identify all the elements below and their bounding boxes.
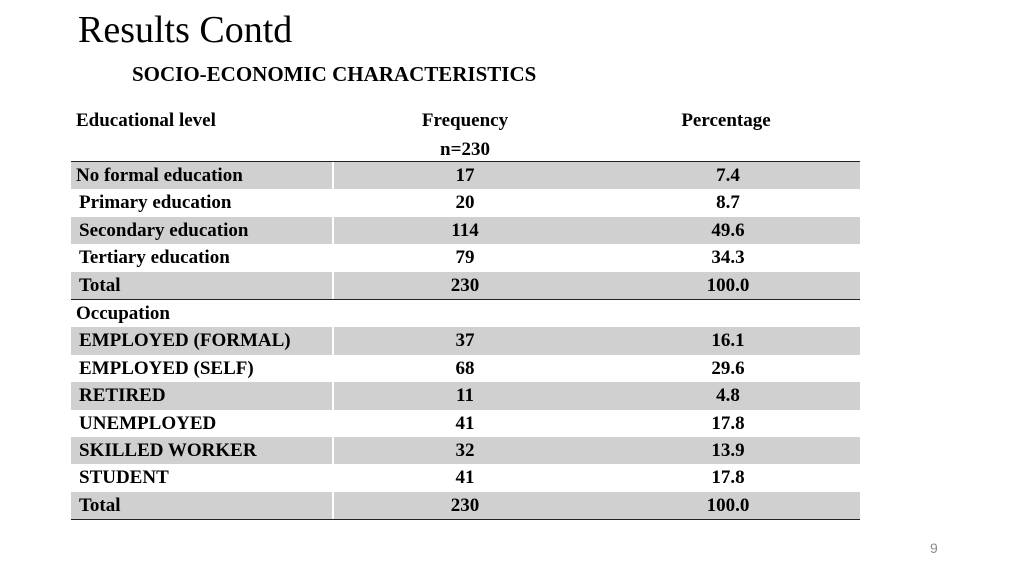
row-percentage: 13.9 (596, 437, 860, 464)
table-header (71, 106, 860, 162)
section-label: Occupation (76, 302, 170, 324)
row-label: Total (71, 272, 332, 299)
row-label: Secondary education (71, 217, 332, 244)
table-row (71, 189, 860, 216)
table-row (71, 464, 860, 491)
row-label: Primary education (79, 192, 232, 214)
table-row (71, 355, 860, 382)
row-frequency: 68 (455, 357, 475, 379)
row-percentage: 100.0 (596, 272, 860, 299)
table-row (71, 382, 860, 409)
header-educational-level: Educational level (76, 110, 216, 131)
row-label: RETIRED (71, 382, 332, 409)
row-label: STUDENT (79, 467, 169, 489)
row-percentage: 49.6 (596, 217, 860, 244)
table-row (71, 244, 860, 271)
row-label: Tertiary education (79, 247, 230, 269)
section-heading-occupation (71, 300, 860, 327)
row-percentage: 17.8 (711, 412, 745, 434)
header-frequency: Frequency (421, 110, 509, 131)
row-percentage: 17.8 (711, 467, 745, 489)
row-frequency: 41 (455, 467, 475, 489)
row-frequency: 79 (455, 247, 475, 269)
row-label: UNEMPLOYED (79, 412, 217, 434)
row-frequency: 230 (334, 492, 596, 519)
row-percentage: 29.6 (711, 357, 745, 379)
header-percentage: Percentage (681, 110, 771, 131)
row-frequency: 230 (334, 272, 596, 299)
slide-subtitle: SOCIO-ECONOMIC CHARACTERISTICS (132, 62, 537, 86)
header-sample-size: n=230 (440, 139, 490, 160)
row-label: Total (71, 492, 332, 519)
slide-title: Results Contd (78, 9, 293, 51)
row-percentage: 7.4 (596, 162, 860, 189)
row-label: No formal education (71, 162, 332, 189)
table-row-total (71, 492, 860, 520)
row-frequency: 17 (334, 162, 596, 189)
row-frequency: 37 (334, 327, 596, 354)
row-label: EMPLOYED (SELF) (79, 357, 254, 379)
row-frequency: 114 (334, 217, 596, 244)
row-percentage: 100.0 (596, 492, 860, 519)
row-label: EMPLOYED (FORMAL) (71, 327, 332, 354)
results-table (71, 106, 860, 520)
row-percentage: 4.8 (596, 382, 860, 409)
row-frequency: 11 (334, 382, 596, 409)
row-percentage: 16.1 (596, 327, 860, 354)
page-number: 9 (930, 540, 938, 556)
row-frequency: 32 (334, 437, 596, 464)
table-row (71, 327, 860, 354)
row-percentage: 34.3 (711, 247, 745, 269)
row-frequency: 20 (455, 192, 475, 214)
table-row (71, 217, 860, 244)
table-row (71, 410, 860, 437)
table-row-total (71, 272, 860, 300)
row-label: SKILLED WORKER (71, 437, 332, 464)
table-row (71, 162, 860, 189)
table-row (71, 437, 860, 464)
row-percentage: 8.7 (716, 192, 740, 214)
row-frequency: 41 (455, 412, 475, 434)
